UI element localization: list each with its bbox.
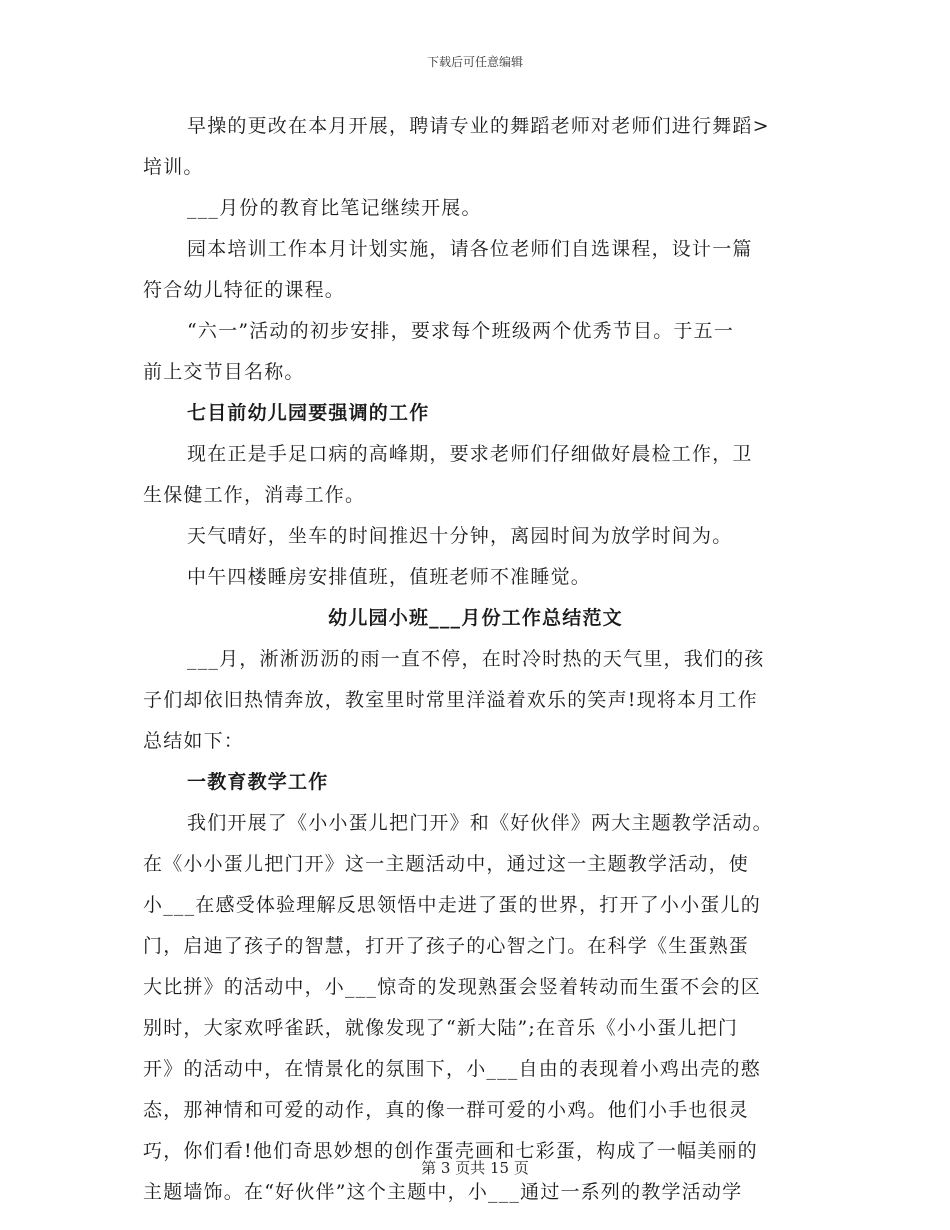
paragraph-line: 园本培训工作本月计划实施，请各位老师们自选课程，设计一篇 [187,238,753,260]
page-header: 下载后可任意编辑 [426,55,523,69]
paragraph-line: ___月份的教育比笔记继续开展。 [187,197,482,219]
paragraph-line: 现在正是手足口病的高峰期，要求老师们仔细做好晨检工作，卫 [187,443,753,465]
paragraph-line: 天气晴好，坐车的时间推迟十分钟，离园时间为放学时间为。 [187,525,733,547]
page-footer: 第 3 页共 15 页 [421,1159,529,1177]
paragraph-line: 开》的活动中，在情景化的氛围下，小___自由的表现着小鸡出壳的憨 [143,1058,761,1080]
paragraph-line: 在《小小蛋儿把门开》这一主题活动中，通过这一主题教学活动，使 [143,853,750,875]
paragraph-line: 别时，大家欢呼雀跃，就像发现了“新大陆”;在音乐《小小蛋儿把门 [143,1017,739,1039]
paragraph-line: 巧，你们看!他们奇思妙想的创作蛋壳画和七彩蛋，构成了一幅美丽的 [143,1140,758,1162]
paragraph-line: 门，启迪了孩子的智慧，打开了孩子的心智之门。在科学《生蛋熟蛋 [143,935,750,957]
section-heading: 七目前幼儿园要强调的工作 [187,402,430,424]
paragraph-line: 中午四楼睡房安排值班，值班老师不准睡觉。 [187,566,592,588]
paragraph-line: 早操的更改在本月开展，聘请专业的舞蹈老师对老师们进行舞蹈> [187,115,770,137]
paragraph-line: ___月，淅淅沥沥的雨一直不停，在时冷时热的天气里，我们的孩 [187,648,765,670]
document-body [143,106,808,1213]
paragraph-line: 主题墙饰。在“好伙伴”这个主题中，小___通过一系列的教学活动学 [143,1181,743,1203]
paragraph-line: 培训。 [143,156,204,178]
paragraph-line: “六一”活动的初步安排，要求每个班级两个优秀节目。于五一 [187,320,735,342]
paragraph-line: 小___在感受体验理解反思领悟中走进了蛋的世界，打开了小小蛋儿的 [143,894,761,916]
paragraph-line: 大比拼》的活动中，小___惊奇的发现熟蛋会竖着转动而生蛋不会的区 [143,976,761,998]
paragraph-line: 符合幼儿特征的课程。 [143,279,346,301]
paragraph-line: 我们开展了《小小蛋儿把门开》和《好伙伴》两大主题教学活动。 [187,812,773,834]
section-heading: 一教育教学工作 [187,771,329,793]
paragraph-line: 子们却依旧热情奔放，教室里时常里洋溢着欢乐的笑声!现将本月工作 [143,689,758,711]
paragraph-line: 生保健工作，消毒工作。 [143,484,366,506]
paragraph-line: 总结如下： [143,730,245,752]
paragraph-line: 态，那神情和可爱的动作，真的像一群可爱的小鸡。他们小手也很灵 [143,1099,750,1121]
paragraph-line: 前上交节目名称。 [143,361,305,383]
document-title: 幼儿园小班___月份工作总结范文 [328,607,623,629]
